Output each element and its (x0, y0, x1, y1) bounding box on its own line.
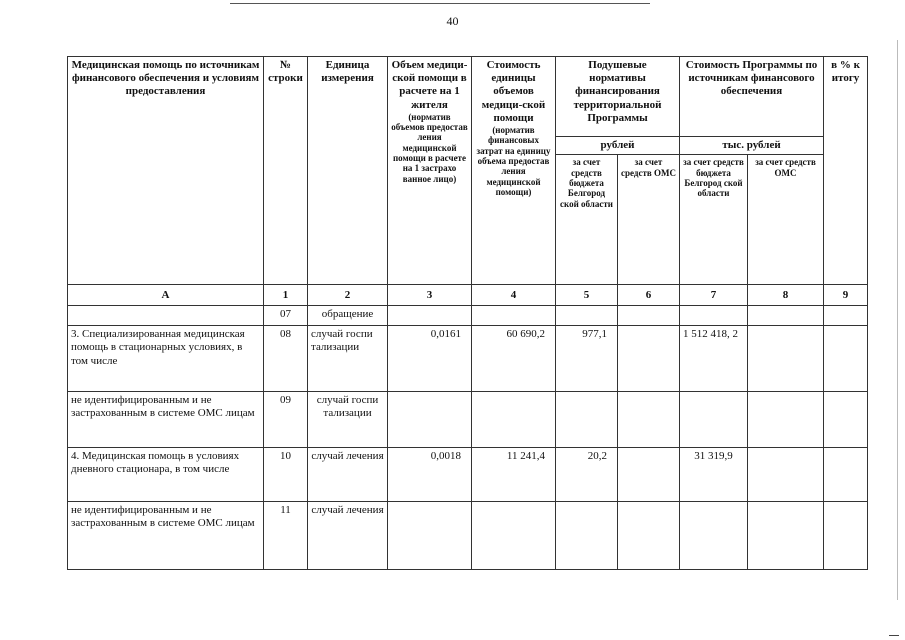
column-number: А (68, 285, 264, 306)
cell-budget-per-capita: 977,1 (556, 326, 618, 392)
scan-edge-line (897, 40, 898, 600)
header-percent: в % к итогу (824, 57, 868, 285)
header-volume-note: (норматив объемов предостав ления медицинской помощи в расчете на 1 застрахо ванное лицо) (391, 111, 468, 184)
cell-oms-program (748, 392, 824, 448)
cell-cost: 60 690,2 (472, 326, 556, 392)
page-number: 40 (446, 14, 459, 28)
cell-unit: случай лечения (308, 502, 388, 570)
header-budget-per-capita: за счет средств бюджета Белгород ской области (556, 155, 618, 285)
cell-row-number: 08 (264, 326, 308, 392)
header-unit-thousand-rubles: тыс. рублей (680, 137, 824, 155)
cell-description: не идентифицированным и не застрахованным в системе ОМС лицам (68, 502, 264, 570)
cell-budget-per-capita (556, 306, 618, 326)
header-unit: Единица измерения (308, 57, 388, 285)
corner-mark (889, 635, 899, 636)
cell-oms-program (748, 448, 824, 502)
cell-volume (388, 392, 472, 448)
cell-budget-program (680, 306, 748, 326)
cell-volume (388, 306, 472, 326)
cell-oms-per-capita (618, 448, 680, 502)
table-row (68, 306, 868, 326)
column-number: 4 (472, 285, 556, 306)
cell-budget-program (680, 392, 748, 448)
cell-description: не идентифицированным и не застрахованным в системе ОМС лицам (68, 392, 264, 448)
header-per-capita-group: Подушевые нормативы финансирования территориальной Программы (556, 57, 680, 137)
table-row (68, 448, 868, 502)
header-volume (388, 57, 472, 285)
cell-oms-program (748, 306, 824, 326)
cell-oms-per-capita (618, 392, 680, 448)
cell-budget-per-capita (556, 392, 618, 448)
cell-cost (472, 392, 556, 448)
column-number: 3 (388, 285, 472, 306)
cell-volume: 0,0161 (388, 326, 472, 392)
cell-unit: случай госпи тализации (308, 392, 388, 448)
cell-row-number: 07 (264, 306, 308, 326)
column-number: 2 (308, 285, 388, 306)
cell-budget-program: 1 512 418, 2 (680, 326, 748, 392)
cell-percent (824, 502, 868, 570)
header-row-number: № строки (264, 57, 308, 285)
cell-oms-per-capita (618, 306, 680, 326)
top-border-line (230, 3, 650, 4)
cell-unit: случай госпи тализации (308, 326, 388, 392)
table-row (68, 392, 868, 448)
cell-oms-per-capita (618, 326, 680, 392)
cell-oms-program (748, 326, 824, 392)
column-number: 6 (618, 285, 680, 306)
column-number: 9 (824, 285, 868, 306)
cell-oms-program (748, 502, 824, 570)
cell-oms-per-capita (618, 502, 680, 570)
cell-description: 4. Медицинская помощь в условиях дневного стационара, в том числе (68, 448, 264, 502)
header-cost-note: (норматив финансовых затрат на единицу объема предостав ления медицинской помощи) (476, 124, 551, 197)
cell-volume: 0,0018 (388, 448, 472, 502)
cell-budget-program: 31 319,9 (680, 448, 748, 502)
cell-percent (824, 306, 868, 326)
cell-budget-per-capita (556, 502, 618, 570)
header-program-cost-group: Стоимость Программы по источникам финансового обеспечения (680, 57, 824, 137)
header-col-a: Медицинская помощь по источникам финансового обеспечения и условиям предоставления (68, 57, 264, 285)
cell-percent (824, 448, 868, 502)
table-row (68, 502, 868, 570)
column-number: 8 (748, 285, 824, 306)
financing-table (67, 56, 868, 570)
column-number: 1 (264, 285, 308, 306)
header-oms-per-capita: за счет средств ОМС (618, 155, 680, 285)
table-row (68, 326, 868, 392)
cell-cost (472, 502, 556, 570)
cell-budget-program (680, 502, 748, 570)
cell-cost (472, 306, 556, 326)
cell-volume (388, 502, 472, 570)
cell-description (68, 306, 264, 326)
header-budget-program: за счет средств бюджета Белгород ской области (680, 155, 748, 285)
header-unit-rubles: рублей (556, 137, 680, 155)
column-number: 5 (556, 285, 618, 306)
cell-budget-per-capita: 20,2 (556, 448, 618, 502)
column-number: 7 (680, 285, 748, 306)
cell-description: 3. Специализированная медицинская помощь в стационарных условиях, в том числе (68, 326, 264, 392)
cell-row-number: 10 (264, 448, 308, 502)
column-number-row (68, 285, 868, 306)
cell-row-number: 11 (264, 502, 308, 570)
cell-unit: обращение (308, 306, 388, 326)
cell-unit: случай лечения (308, 448, 388, 502)
cell-percent (824, 326, 868, 392)
cell-cost: 11 241,4 (472, 448, 556, 502)
header-cost-main: Стоимость единицы объемов медици-ской помощи (481, 59, 546, 124)
cell-percent (824, 392, 868, 448)
header-volume-main: Объем медици-ской помощи в расчете на 1 жителя (391, 59, 468, 111)
header-cost (472, 57, 556, 285)
cell-row-number: 09 (264, 392, 308, 448)
header-oms-program: за счет средств ОМС (748, 155, 824, 285)
